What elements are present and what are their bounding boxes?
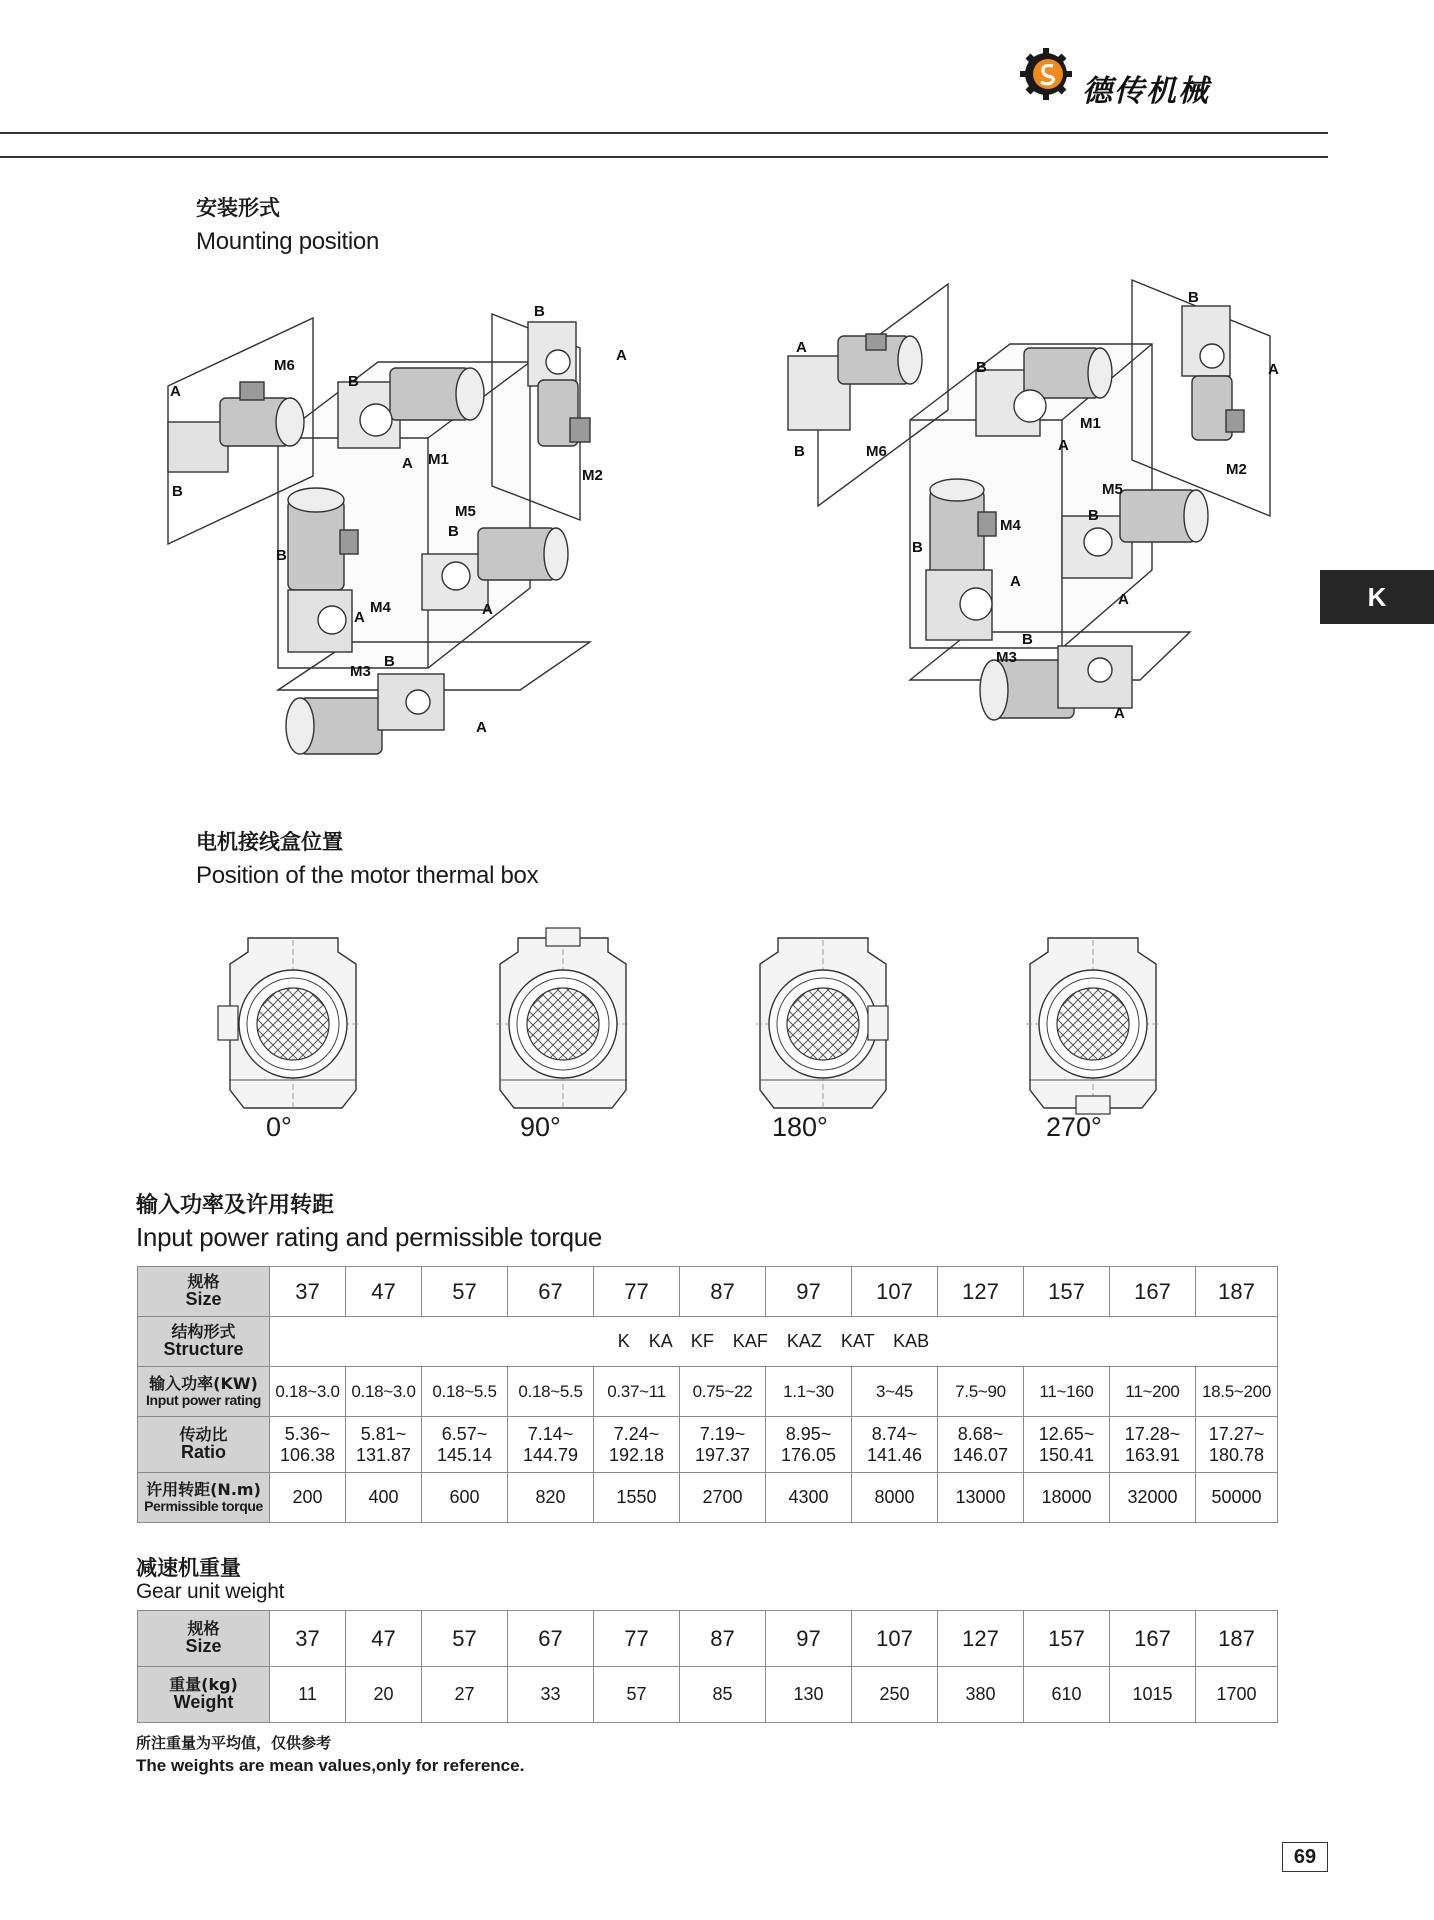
torque-row (138, 1473, 1278, 1523)
ratio-cell: 7.14~ 144.79 (508, 1417, 594, 1473)
ratio-cell: 7.19~ 197.37 (680, 1417, 766, 1473)
weight-cell: 85 (680, 1667, 766, 1723)
label-m6: M6 (866, 443, 887, 460)
label-a: A (1058, 437, 1069, 454)
header-rule-top (0, 132, 1328, 134)
power-cell: 0.18~5.5 (422, 1367, 508, 1417)
label-m4: M4 (1000, 517, 1021, 534)
torque-cell: 32000 (1110, 1473, 1196, 1523)
thermal-box-180deg (756, 938, 890, 1108)
label-m3: M3 (350, 663, 371, 680)
torque-cell: 600 (422, 1473, 508, 1523)
size-cell: 167 (1110, 1267, 1196, 1317)
label-a: A (1268, 361, 1279, 378)
weight-cell: 27 (422, 1667, 508, 1723)
weight-note-cn: 所注重量为平均值，仅供参考 (136, 1734, 332, 1752)
size-cell: 107 (852, 1611, 938, 1667)
gear-weight-table (137, 1610, 1278, 1723)
label-a: A (1118, 591, 1129, 608)
size-cell: 187 (1196, 1267, 1278, 1317)
power-torque-table (137, 1266, 1278, 1523)
size-cell: 187 (1196, 1611, 1278, 1667)
thermal-box-270deg (1026, 938, 1160, 1114)
label-b: B (1022, 631, 1033, 648)
torque-header: 许用转距(N.m) Permissible torque (138, 1473, 270, 1523)
power-cell: 7.5~90 (938, 1367, 1024, 1417)
torque-cell: 200 (270, 1473, 346, 1523)
structure-header: 结构形式 Structure (138, 1317, 270, 1367)
label-a: A (1010, 573, 1021, 590)
ratio-cell: 8.95~ 176.05 (766, 1417, 852, 1473)
page-number: 69 (1282, 1842, 1328, 1872)
ratio-header: 传动比 Ratio (138, 1417, 270, 1473)
angle-label-180: 180° (772, 1112, 828, 1142)
size-cell: 57 (422, 1611, 508, 1667)
label-m5: M5 (455, 503, 476, 520)
ratio-cell: 17.28~ 163.91 (1110, 1417, 1196, 1473)
size-cell: 97 (766, 1611, 852, 1667)
size-cell: 87 (680, 1611, 766, 1667)
weight-cell: 33 (508, 1667, 594, 1723)
size-cell: 87 (680, 1267, 766, 1317)
torque-cell: 1550 (594, 1473, 680, 1523)
label-m1: M1 (1080, 415, 1101, 432)
power-cell: 0.75~22 (680, 1367, 766, 1417)
power-cell: 0.18~3.0 (346, 1367, 422, 1417)
weight-cell: 1015 (1110, 1667, 1196, 1723)
mounting-title-en: Mounting position (196, 228, 380, 255)
header-rule-bottom (0, 156, 1328, 158)
angle-label-270: 270° (1046, 1112, 1102, 1142)
section-tab: K (1320, 570, 1434, 624)
label-b: B (534, 303, 545, 320)
label-m5: M5 (1102, 481, 1123, 498)
ratio-cell: 8.68~ 146.07 (938, 1417, 1024, 1473)
ratio-row (138, 1417, 1278, 1473)
torque-cell: 50000 (1196, 1473, 1278, 1523)
power-row (138, 1367, 1278, 1417)
size-row (138, 1611, 1278, 1667)
weight-table-title-cn: 减速机重量 (136, 1556, 241, 1580)
label-m4: M4 (370, 599, 391, 616)
label-b: B (348, 373, 359, 390)
power-cell: 0.18~5.5 (508, 1367, 594, 1417)
label-a: A (170, 383, 181, 400)
weight-cell: 380 (938, 1667, 1024, 1723)
torque-cell: 18000 (1024, 1473, 1110, 1523)
size-cell: 77 (594, 1611, 680, 1667)
power-table-title-cn: 输入功率及许用转距 (136, 1193, 335, 1218)
thermal-box-diagrams (200, 930, 1180, 1170)
weight-cell: 610 (1024, 1667, 1110, 1723)
ratio-cell: 5.81~ 131.87 (346, 1417, 422, 1473)
torque-cell: 8000 (852, 1473, 938, 1523)
size-cell: 67 (508, 1611, 594, 1667)
power-cell: 11~200 (1110, 1367, 1196, 1417)
size-header: 规格 Size (138, 1267, 270, 1317)
size-cell: 37 (270, 1267, 346, 1317)
size-cell: 77 (594, 1267, 680, 1317)
weight-cell: 11 (270, 1667, 346, 1723)
mounting-title-cn: 安装形式 (196, 196, 280, 220)
label-b: B (172, 483, 183, 500)
label-a: A (354, 609, 365, 626)
thermal-box-title-en: Position of the motor thermal box (196, 862, 539, 889)
power-cell: 18.5~200 (1196, 1367, 1278, 1417)
angle-label-0: 0° (266, 1112, 292, 1142)
label-b: B (384, 653, 395, 670)
power-cell: 1.1~30 (766, 1367, 852, 1417)
torque-cell: 2700 (680, 1473, 766, 1523)
weight-cell: 20 (346, 1667, 422, 1723)
weight-header: 重量(kg) Weight (138, 1667, 270, 1723)
torque-cell: 4300 (766, 1473, 852, 1523)
weight-table-title-en: Gear unit weight (136, 1580, 285, 1603)
mounting-diagram-left (150, 270, 627, 780)
thermal-box-90deg (496, 928, 630, 1108)
size-header: 规格 Size (138, 1611, 270, 1667)
label-m2: M2 (1226, 461, 1247, 478)
weight-cell: 1700 (1196, 1667, 1278, 1723)
label-a: A (616, 347, 627, 364)
thermal-box-0deg (218, 938, 360, 1108)
brand-name: 德传机械 (1082, 74, 1210, 109)
size-cell: 67 (508, 1267, 594, 1317)
structure-types: K KA KF KAF KAZ KAT KAB (270, 1317, 1278, 1367)
size-cell: 47 (346, 1611, 422, 1667)
label-m2: M2 (582, 467, 603, 484)
power-table-title-en: Input power rating and permissible torque (136, 1222, 603, 1252)
label-b: B (448, 523, 459, 540)
structure-row (138, 1317, 1278, 1367)
power-cell: 11~160 (1024, 1367, 1110, 1417)
weight-cell: 250 (852, 1667, 938, 1723)
size-cell: 127 (938, 1611, 1024, 1667)
weight-row (138, 1667, 1278, 1723)
torque-cell: 820 (508, 1473, 594, 1523)
size-cell: 47 (346, 1267, 422, 1317)
label-b: B (794, 443, 805, 460)
label-b: B (976, 359, 987, 376)
weight-cell: 57 (594, 1667, 680, 1723)
size-cell: 127 (938, 1267, 1024, 1317)
size-cell: 37 (270, 1611, 346, 1667)
label-m6: M6 (274, 357, 295, 374)
ratio-cell: 8.74~ 141.46 (852, 1417, 938, 1473)
size-cell: 107 (852, 1267, 938, 1317)
mounting-diagram-right (780, 280, 1280, 760)
label-b: B (276, 547, 287, 564)
thermal-box-title-cn: 电机接线盒位置 (196, 830, 343, 854)
ratio-cell: 6.57~ 145.14 (422, 1417, 508, 1473)
weight-cell: 130 (766, 1667, 852, 1723)
power-cell: 0.37~11 (594, 1367, 680, 1417)
size-cell: 157 (1024, 1267, 1110, 1317)
size-cell: 157 (1024, 1611, 1110, 1667)
label-a: A (796, 339, 807, 356)
power-cell: 0.18~3.0 (270, 1367, 346, 1417)
label-b: B (912, 539, 923, 556)
label-m1: M1 (428, 451, 449, 468)
size-cell: 57 (422, 1267, 508, 1317)
ratio-cell: 5.36~ 106.38 (270, 1417, 346, 1473)
ratio-cell: 17.27~ 180.78 (1196, 1417, 1278, 1473)
weight-note-en: The weights are mean values,only for reference. (136, 1756, 525, 1775)
label-a: A (1114, 705, 1125, 722)
label-a: A (482, 601, 493, 618)
torque-cell: 400 (346, 1473, 422, 1523)
label-m3: M3 (996, 649, 1017, 666)
torque-cell: 13000 (938, 1473, 1024, 1523)
size-cell: 97 (766, 1267, 852, 1317)
ratio-cell: 7.24~ 192.18 (594, 1417, 680, 1473)
angle-label-90: 90° (520, 1112, 561, 1142)
brand-logo (1020, 48, 1072, 100)
power-cell: 3~45 (852, 1367, 938, 1417)
label-b: B (1188, 289, 1199, 306)
size-cell: 167 (1110, 1611, 1196, 1667)
label-b: B (1088, 507, 1099, 524)
power-header: 输入功率(KW) Input power rating (138, 1367, 270, 1417)
label-a: A (476, 719, 487, 736)
label-a: A (402, 455, 413, 472)
size-row (138, 1267, 1278, 1317)
ratio-cell: 12.65~ 150.41 (1024, 1417, 1110, 1473)
